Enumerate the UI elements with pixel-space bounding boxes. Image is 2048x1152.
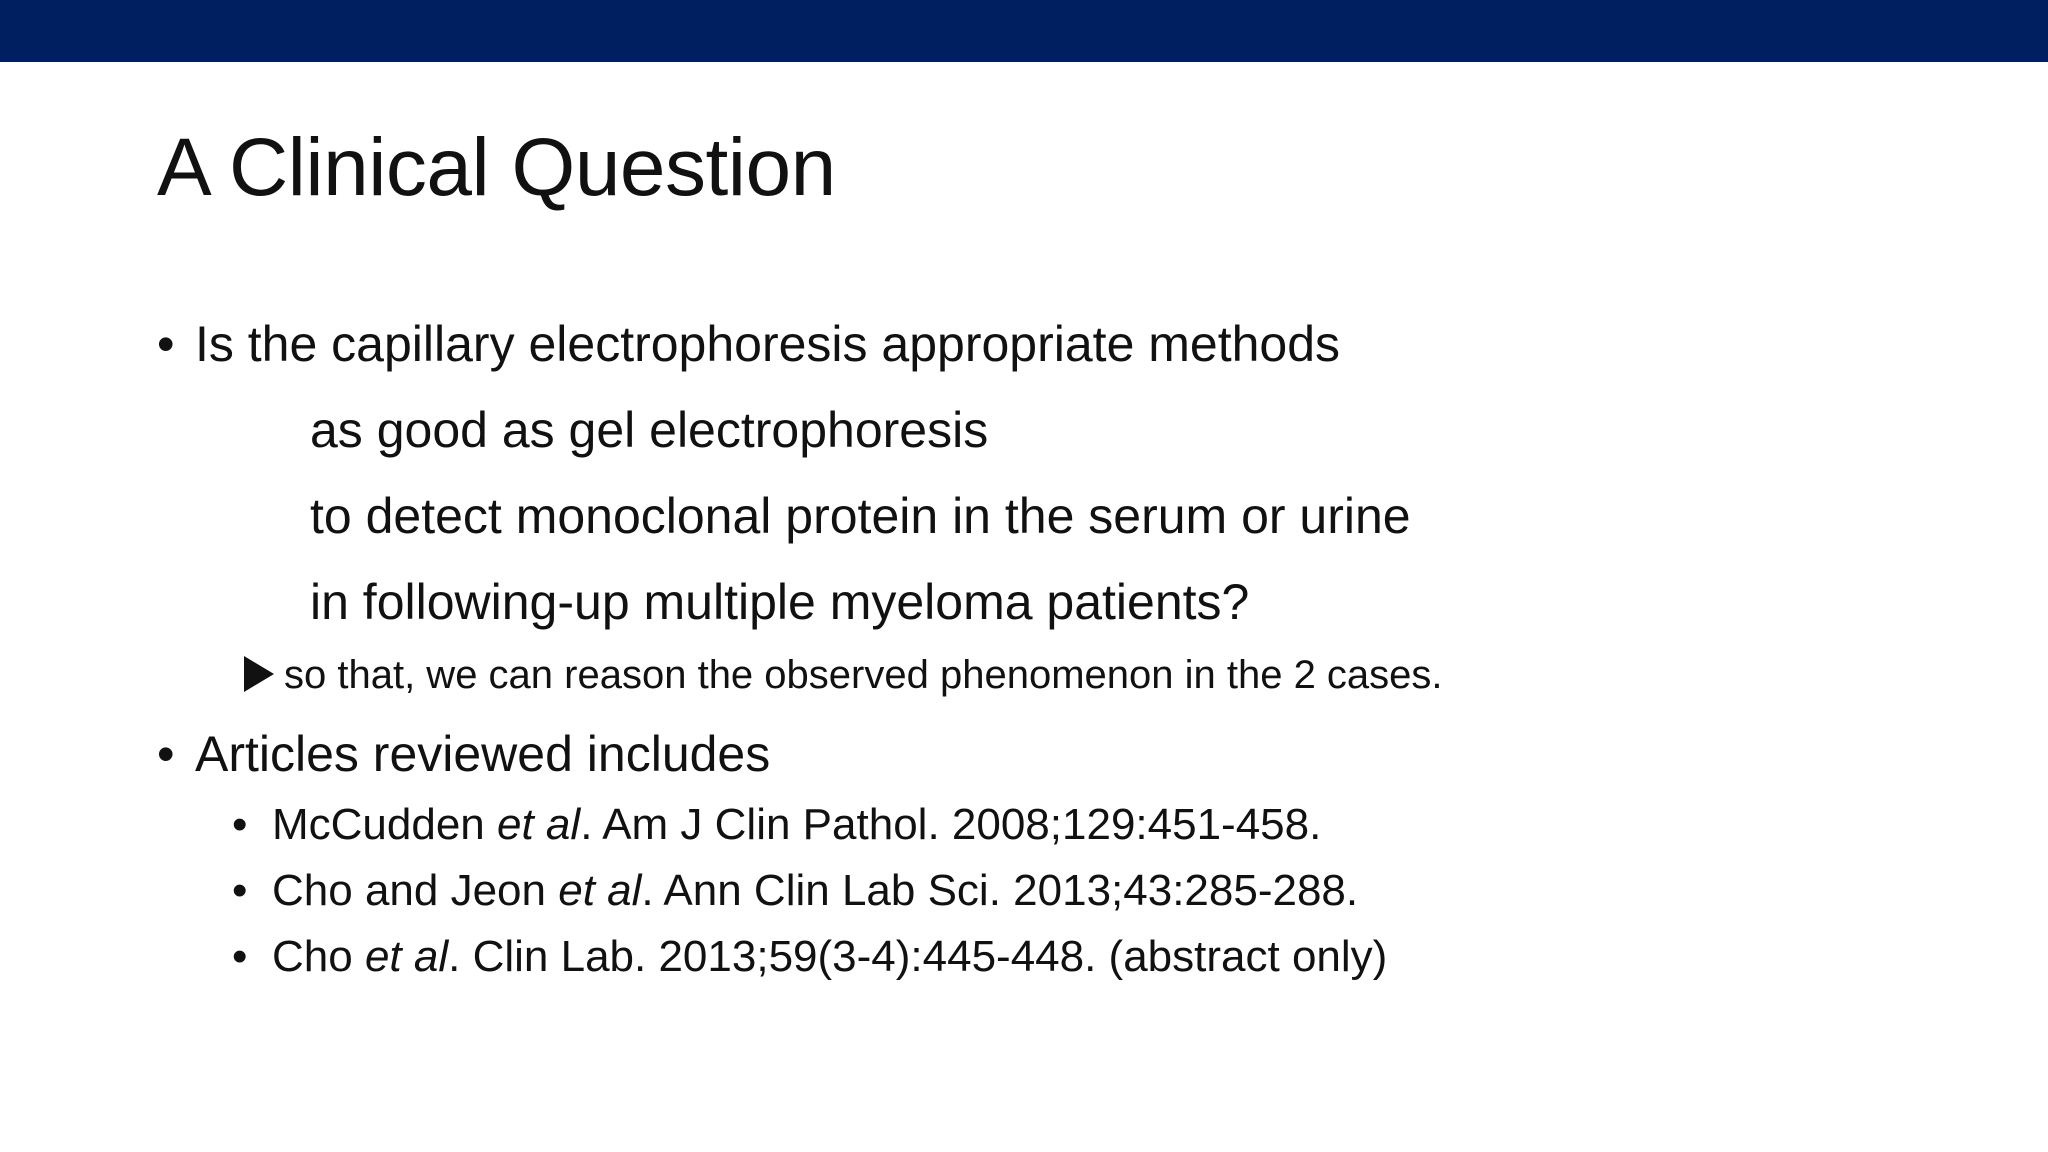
bullet-dot: • xyxy=(157,316,175,372)
bullet-dot: • xyxy=(157,726,175,782)
article-author: Cho xyxy=(272,932,365,981)
question-line-1: Is the capillary electrophoresis appropriate methods xyxy=(195,316,1341,372)
article-etal: et al xyxy=(364,932,449,981)
article-item xyxy=(272,798,1321,852)
sub-bullet-dot: • xyxy=(232,866,248,915)
reasoning-text: so that, we can reason the observed phenomenon in the 2 cases. xyxy=(284,653,1443,697)
triangle-arrow-icon xyxy=(244,656,274,697)
article-etal: et al xyxy=(558,866,642,915)
article-author: Cho and Jeon xyxy=(272,866,559,915)
question-line-3: to detect monoclonal protein in the serum or urine xyxy=(310,488,1411,544)
question-line-4: in following-up multiple myeloma patients? xyxy=(310,574,1250,630)
article-item xyxy=(272,930,1387,984)
articles-heading: Articles reviewed includes xyxy=(195,726,771,782)
article-citation: . Clin Lab. 2013;59(3-4):445-448. (abstract only) xyxy=(448,932,1388,981)
article-citation: . Am J Clin Pathol. 2008;129:451-458. xyxy=(580,800,1322,849)
header-bar xyxy=(0,0,2048,62)
article-citation: . Ann Clin Lab Sci. 2013;43:285-288. xyxy=(641,866,1359,915)
article-etal: et al xyxy=(497,800,581,849)
question-line-2: as good as gel electrophoresis xyxy=(310,402,989,458)
article-item xyxy=(272,864,1358,918)
slide-title: A Clinical Question xyxy=(157,122,836,213)
sub-bullet-dot: • xyxy=(232,932,248,981)
article-author: McCudden xyxy=(272,800,498,849)
sub-bullet-dot: • xyxy=(232,800,248,849)
